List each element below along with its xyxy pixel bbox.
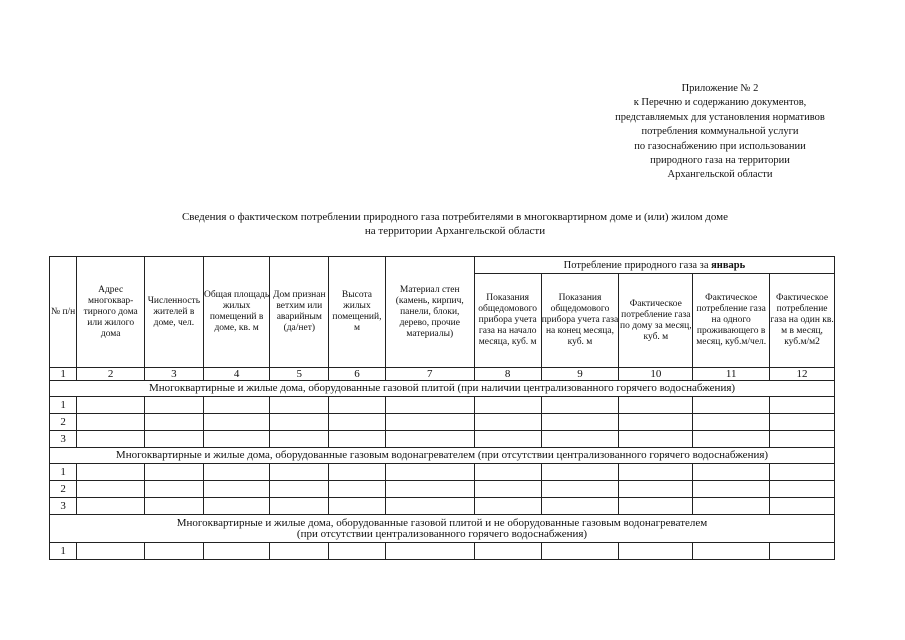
appendix-line: Архангельской области [667,169,773,181]
col-number: 2 [77,368,145,381]
table-cell[interactable] [385,464,474,481]
table-cell[interactable] [619,481,693,498]
table-cell[interactable] [385,414,474,431]
col-number: 5 [270,368,329,381]
table-cell[interactable] [619,498,693,515]
table-cell[interactable] [619,414,693,431]
row-number: 3 [50,431,77,448]
table-cell[interactable] [270,498,329,515]
table-cell[interactable] [619,543,693,560]
section-title-gas-stove: Многоквартирные и жилые дома, оборудованные газовой плитой (при наличии централизованного горячего водоснабжения) [50,381,835,397]
table-cell[interactable] [203,464,270,481]
table-cell[interactable] [329,481,386,498]
col-number: 4 [203,368,270,381]
table-cell[interactable] [145,397,204,414]
table-cell[interactable] [541,464,619,481]
table-cell[interactable] [770,543,835,560]
table-cell[interactable] [619,464,693,481]
table-cell[interactable] [329,431,386,448]
row-number: 3 [50,498,77,515]
table-cell[interactable] [77,464,145,481]
col-header-per-resident: Фактическое потребление газа на одного проживающего в месяц, куб.м/чел. [693,274,770,368]
table-row [50,431,835,448]
table-cell[interactable] [693,431,770,448]
table-row [50,543,835,560]
table-cell[interactable] [77,397,145,414]
table-cell[interactable] [145,498,204,515]
table-cell[interactable] [619,397,693,414]
table-cell[interactable] [77,543,145,560]
table-cell[interactable] [693,414,770,431]
row-number: 2 [50,414,77,431]
table-cell[interactable] [385,498,474,515]
table-cell[interactable] [541,543,619,560]
table-cell[interactable] [770,481,835,498]
col-header-height: Высота жилых помещений, м [329,257,386,368]
col-header-house-consumption: Фактическое потребление газа по дому за месяц, куб. м [619,274,693,368]
table-cell[interactable] [619,431,693,448]
col-number: 9 [541,368,619,381]
table-cell[interactable] [203,481,270,498]
table-cell[interactable] [203,431,270,448]
table-cell[interactable] [693,397,770,414]
col-number: 12 [770,368,835,381]
table-cell[interactable] [203,498,270,515]
table-cell[interactable] [474,464,541,481]
table-cell[interactable] [77,481,145,498]
group-header-consumption [474,257,834,274]
row-number: 1 [50,397,77,414]
table-cell[interactable] [77,431,145,448]
table-cell[interactable] [385,397,474,414]
table-cell[interactable] [385,481,474,498]
row-number: 2 [50,481,77,498]
table-cell[interactable] [145,481,204,498]
table-cell[interactable] [270,481,329,498]
table-cell[interactable] [693,543,770,560]
table-cell[interactable] [770,498,835,515]
table-cell[interactable] [203,543,270,560]
table-row [50,464,835,481]
table-cell[interactable] [474,431,541,448]
appendix-note [575,82,865,183]
document-title [110,210,800,238]
table-cell[interactable] [77,414,145,431]
table-cell[interactable] [329,498,386,515]
table-cell[interactable] [474,543,541,560]
gas-consumption-table [49,256,835,560]
table-cell[interactable] [270,414,329,431]
table-cell[interactable] [770,414,835,431]
appendix-line: к Перечню и содержанию документов, [633,97,807,109]
row-number: 1 [50,543,77,560]
table-cell[interactable] [203,414,270,431]
col-number: 3 [145,368,204,381]
table-row [50,414,835,431]
table-cell[interactable] [77,498,145,515]
table-cell[interactable] [693,464,770,481]
table-cell[interactable] [329,543,386,560]
table-cell[interactable] [474,414,541,431]
col-header-residents: Численность жителей в доме, чел. [145,257,204,368]
col-number: 11 [693,368,770,381]
title-line-2: на территории Архангельской области [364,225,546,237]
col-header-meter-start: Показания общедомового прибора учета газа на начало месяца, куб. м [474,274,541,368]
table-cell[interactable] [270,397,329,414]
col-number: 1 [50,368,77,381]
table-row [50,481,835,498]
section-title-water-heater: Многоквартирные и жилые дома, оборудованные газовым водонагревателем (при отсутствии централизованного горячего водоснабжения) [50,448,835,464]
table-cell[interactable] [270,543,329,560]
table-cell[interactable] [145,464,204,481]
col-header-address: Адрес многоквар-тирного дома или жилого дома [77,257,145,368]
table-cell[interactable] [329,397,386,414]
table-cell[interactable] [385,543,474,560]
group-header-month: январь [711,259,746,271]
table-cell[interactable] [145,543,204,560]
col-header-wall-material: Материал стен (камень, кирпич, панели, блоки, дерево, прочие материалы) [385,257,474,368]
table-cell[interactable] [474,397,541,414]
table-cell[interactable] [541,498,619,515]
table-cell[interactable] [541,414,619,431]
appendix-line: Приложение № 2 [681,83,759,94]
table-cell[interactable] [329,414,386,431]
section-title-stove-no-heater [50,515,835,543]
table-cell[interactable] [145,431,204,448]
table-cell[interactable] [541,481,619,498]
col-number: 7 [385,368,474,381]
col-header-dilapidated: Дом признан ветхим или аварийным (да/нет) [270,257,329,368]
appendix-line: представляемых для установления нормативов [615,111,825,123]
table-cell[interactable] [474,481,541,498]
table-row [50,397,835,414]
table-cell[interactable] [770,431,835,448]
table-cell[interactable] [693,498,770,515]
col-header-meter-end: Показания общедомового прибора учета газа на конец месяца, куб. м [541,274,619,368]
table-cell[interactable] [385,431,474,448]
col-header-num: № п/н [50,257,77,368]
table-cell[interactable] [770,464,835,481]
section-title-line-2: (при отсутствии централизованного горячего водоснабжения) [296,527,588,540]
col-header-per-sqm: Фактическое потребление газа на один кв. м в месяц, куб.м/м2 [770,274,835,368]
col-number: 6 [329,368,386,381]
col-number: 10 [619,368,693,381]
row-number: 1 [50,464,77,481]
appendix-line: потребления коммунальной услуги [641,126,799,138]
appendix-line: по газоснабжению при использовании [634,140,806,152]
table-cell[interactable] [541,431,619,448]
table-cell[interactable] [474,498,541,515]
table-cell[interactable] [270,464,329,481]
table-cell[interactable] [329,464,386,481]
table-cell[interactable] [770,397,835,414]
title-line-1: Сведения о фактическом потреблении природного газа потребителями в многоквартирном доме и (или) жилом доме [181,211,729,223]
table-cell[interactable] [203,397,270,414]
appendix-line: природного газа на территории [650,155,790,167]
group-header-prefix: Потребление природного газа за [563,259,712,271]
table-row [50,498,835,515]
table-cell[interactable] [270,431,329,448]
table-cell[interactable] [541,397,619,414]
table-cell[interactable] [145,414,204,431]
col-number: 8 [474,368,541,381]
section-title-line-1: Многоквартирные и жилые дома, оборудованные газовой плитой и не оборудованные газовым водонагревателем [176,516,708,529]
table-cell[interactable] [693,481,770,498]
col-header-area: Общая площадь жилых помещений в доме, кв. м [203,257,270,368]
